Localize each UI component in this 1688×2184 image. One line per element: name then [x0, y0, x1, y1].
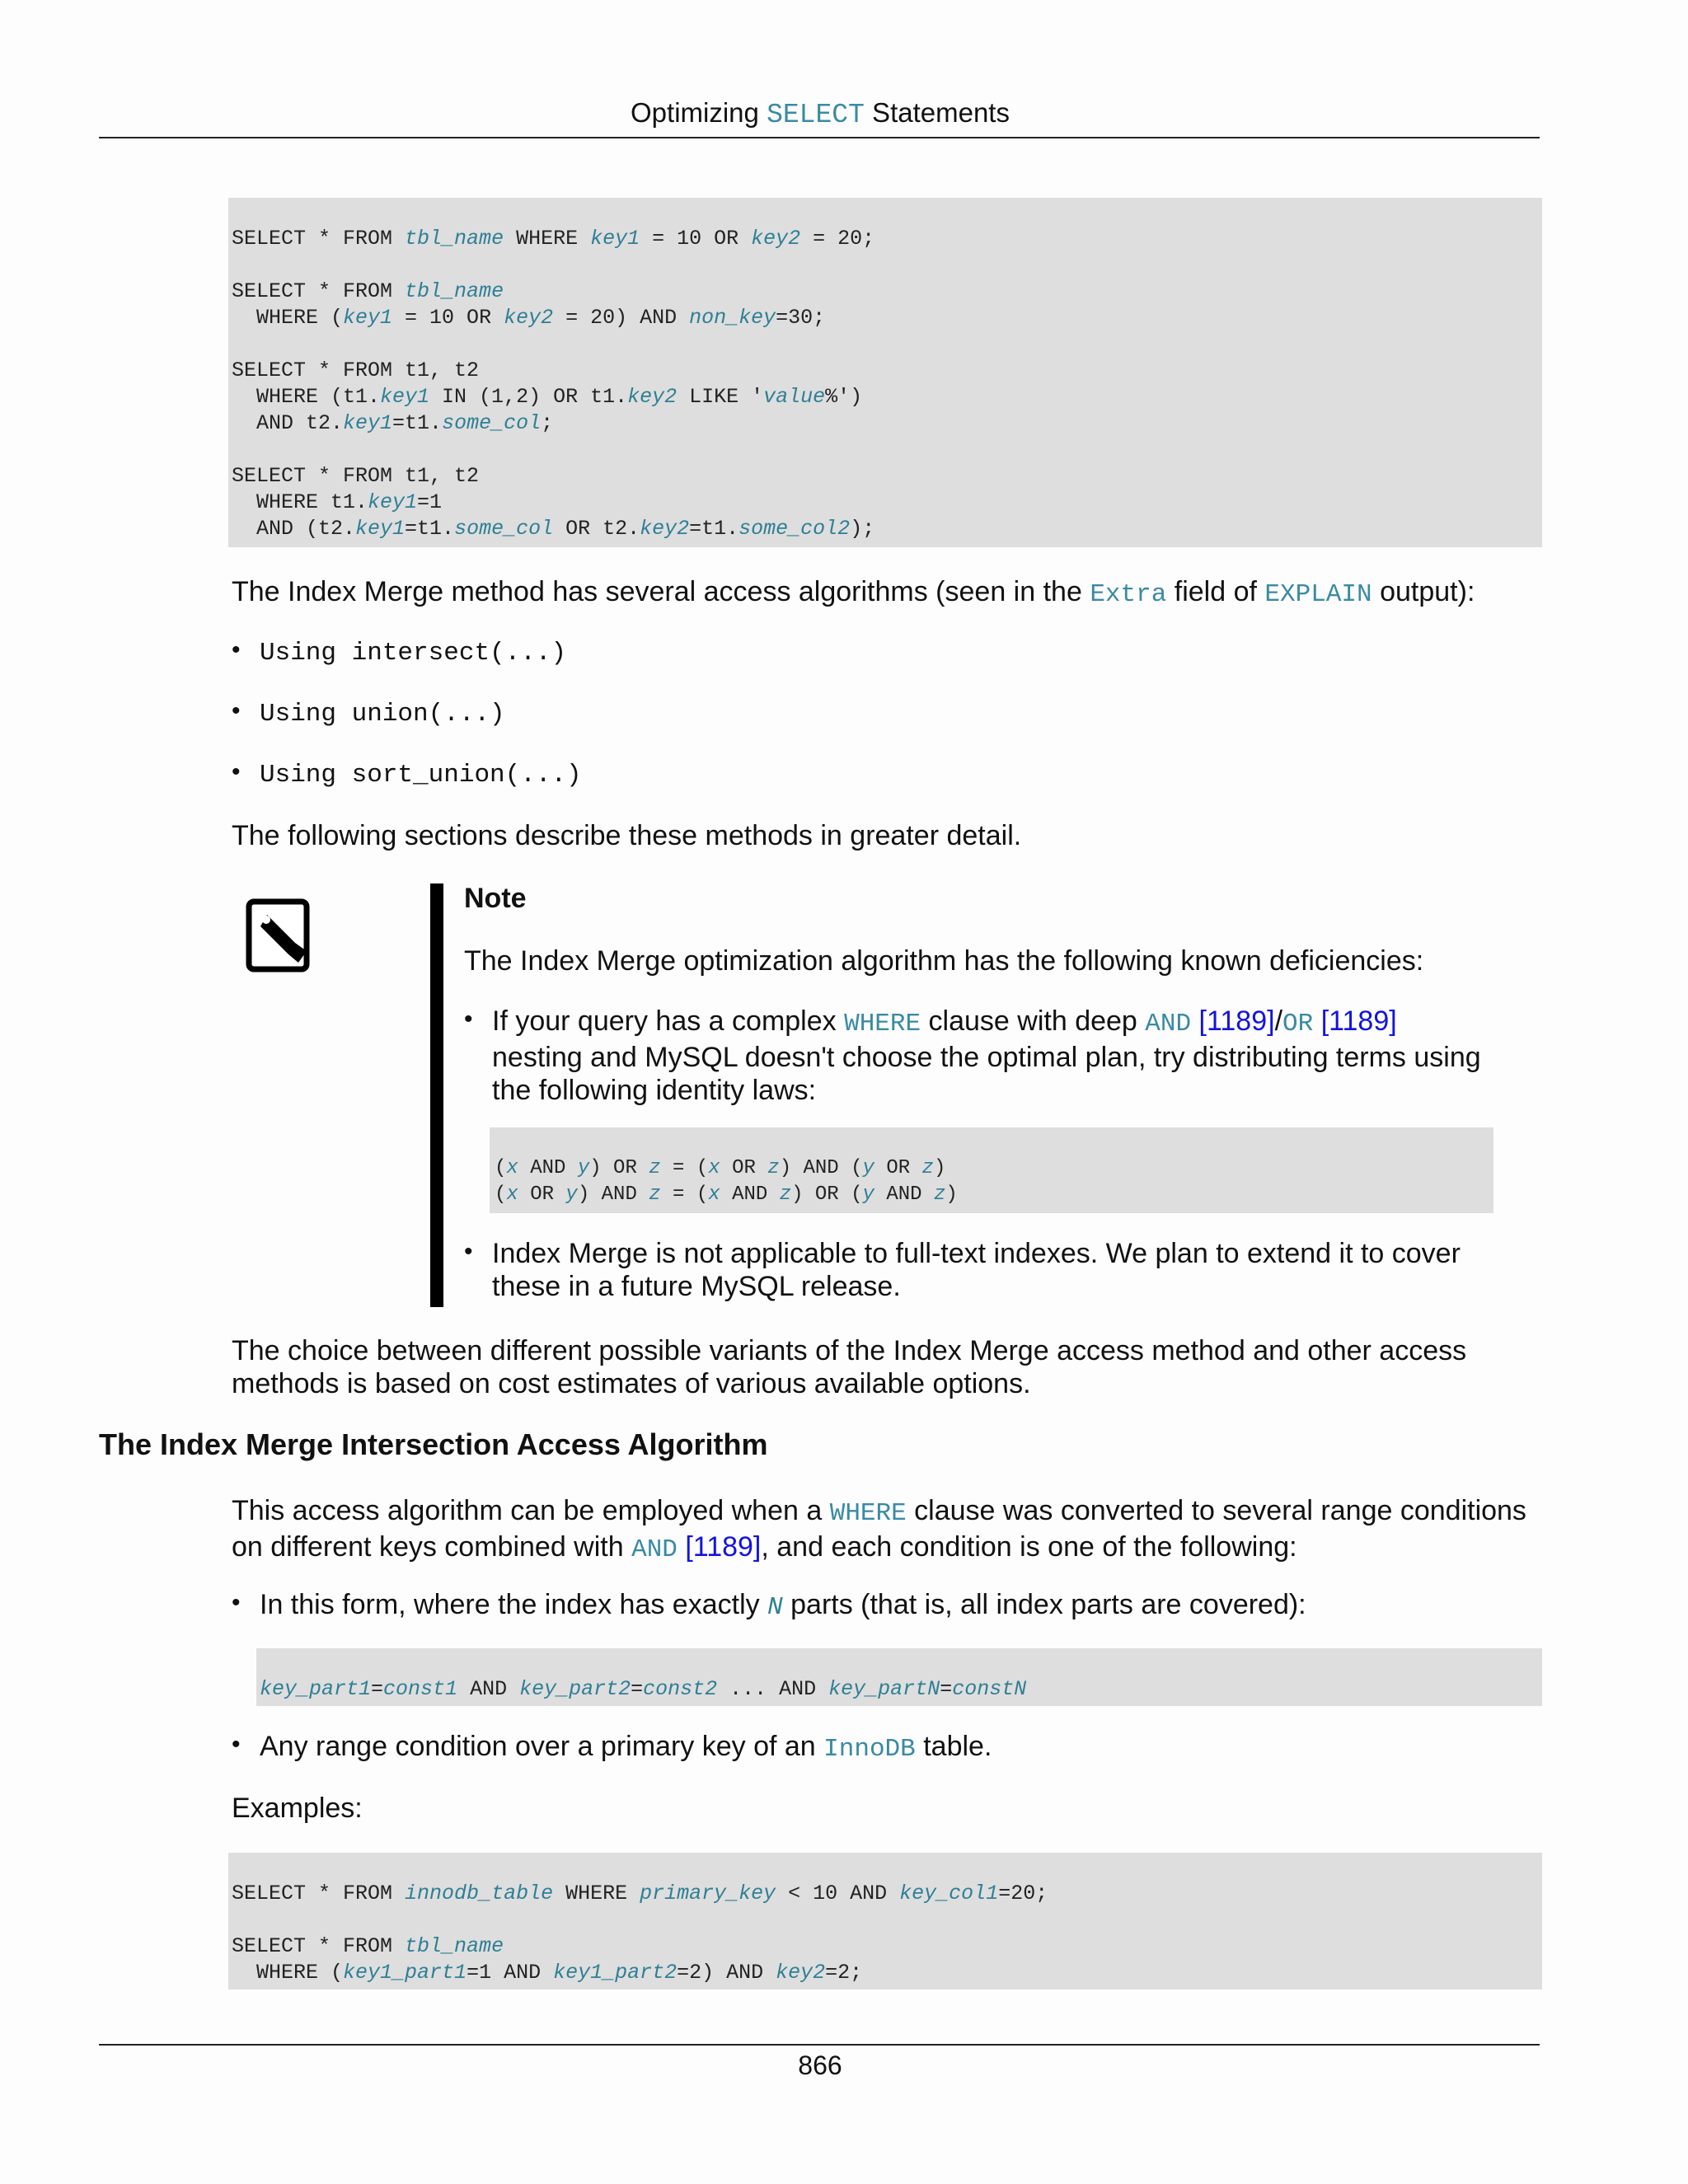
note-title: Note: [464, 883, 527, 914]
header-rule: [99, 137, 1540, 138]
code-block-key-parts: key_part1=const1 AND key_part2=const2 ... AND key_partN=constN: [256, 1648, 1542, 1706]
note-bar: [430, 883, 443, 1307]
form-bullet: In this form, where the index has exactly N parts (that is, all index parts are covered):: [260, 1589, 1306, 1622]
page-number: 866: [798, 2050, 842, 2080]
running-header: Optimizing SELECT Statements: [631, 97, 1010, 130]
note-icon: [244, 897, 318, 976]
choice-paragraph: The choice between different possible variants of the Index Merge access method and other access methods is based on cost estimates of various available options.: [232, 1335, 1467, 1399]
algorithm-item: Using sort_union(...): [260, 761, 582, 790]
intersection-paragraph: This access algorithm can be employed when a WHERE clause was converted to several range conditions on different keys combined with AND [1189], and each condition is one of the following:: [232, 1495, 1526, 1564]
ref-link[interactable]: [1189]: [1198, 1005, 1275, 1037]
examples-label: Examples:: [232, 1793, 363, 1824]
bullet-dot: •: [232, 1731, 241, 1758]
code-block-examples: SELECT * FROM tbl_name WHERE key1 = 10 OR key2 = 20; SELECT * FROM tbl_name WHERE (key1 = 10 OR key2 = 20) AND non_key=30; SELECT * FROM t1, t2 WHERE (t1.key1 IN (1,2) OR t1.key2 LIKE 'value%') AND t2.key1=t1.some_col; SELECT * FROM t1, t2 WHERE t1.key1=1 AND (t2.key1=t1.some_col OR t2.key2=t1.some_col2);: [228, 198, 1542, 547]
footer-rule: [99, 2044, 1540, 2046]
ref-link[interactable]: [1189]: [1320, 1005, 1397, 1037]
intro-paragraph: The Index Merge method has several access algorithms (seen in the Extra field of EXPLAIN output):: [232, 576, 1475, 609]
bullet-dot: •: [464, 1238, 473, 1265]
bullet-dot: •: [232, 758, 241, 785]
sections-paragraph: The following sections describe these methods in greater detail.: [232, 820, 1022, 851]
bullet-dot: •: [232, 1589, 241, 1616]
note-bullet-2: Index Merge is not applicable to full-text indexes. We plan to extend it to cover these in a future MySQL release.: [492, 1238, 1461, 1302]
note-intro: The Index Merge optimization algorithm has the following known deficiencies:: [464, 945, 1424, 977]
note-bullet-1: If your query has a complex WHERE clause with deep AND [1189]/OR [1189] nesting and MySQL doesn't choose the optimal plan, try distributing terms using the following identity laws:: [492, 1005, 1481, 1106]
bullet-dot: •: [232, 636, 241, 663]
code-block-intersect-examples: SELECT * FROM innodb_table WHERE primary_key < 10 AND key_col1=20; SELECT * FROM tbl_name WHERE (key1_part1=1 AND key1_part2=2) AND key2=2;: [228, 1853, 1542, 1990]
code-block-identity-laws: (x AND y) OR z = (x OR z) AND (y OR z) (x OR y) AND z = (x AND z) OR (y AND z): [490, 1127, 1493, 1213]
algorithm-item: Using union(...): [260, 700, 505, 729]
section-heading: The Index Merge Intersection Access Algorithm: [99, 1427, 768, 1461]
bullet-dot: •: [464, 1005, 473, 1033]
bullet-dot: •: [232, 697, 241, 724]
ref-link[interactable]: [1189]: [685, 1531, 762, 1563]
algorithm-item: Using intersect(...): [260, 639, 567, 668]
range-bullet: Any range condition over a primary key of an InnoDB table.: [260, 1731, 992, 1764]
